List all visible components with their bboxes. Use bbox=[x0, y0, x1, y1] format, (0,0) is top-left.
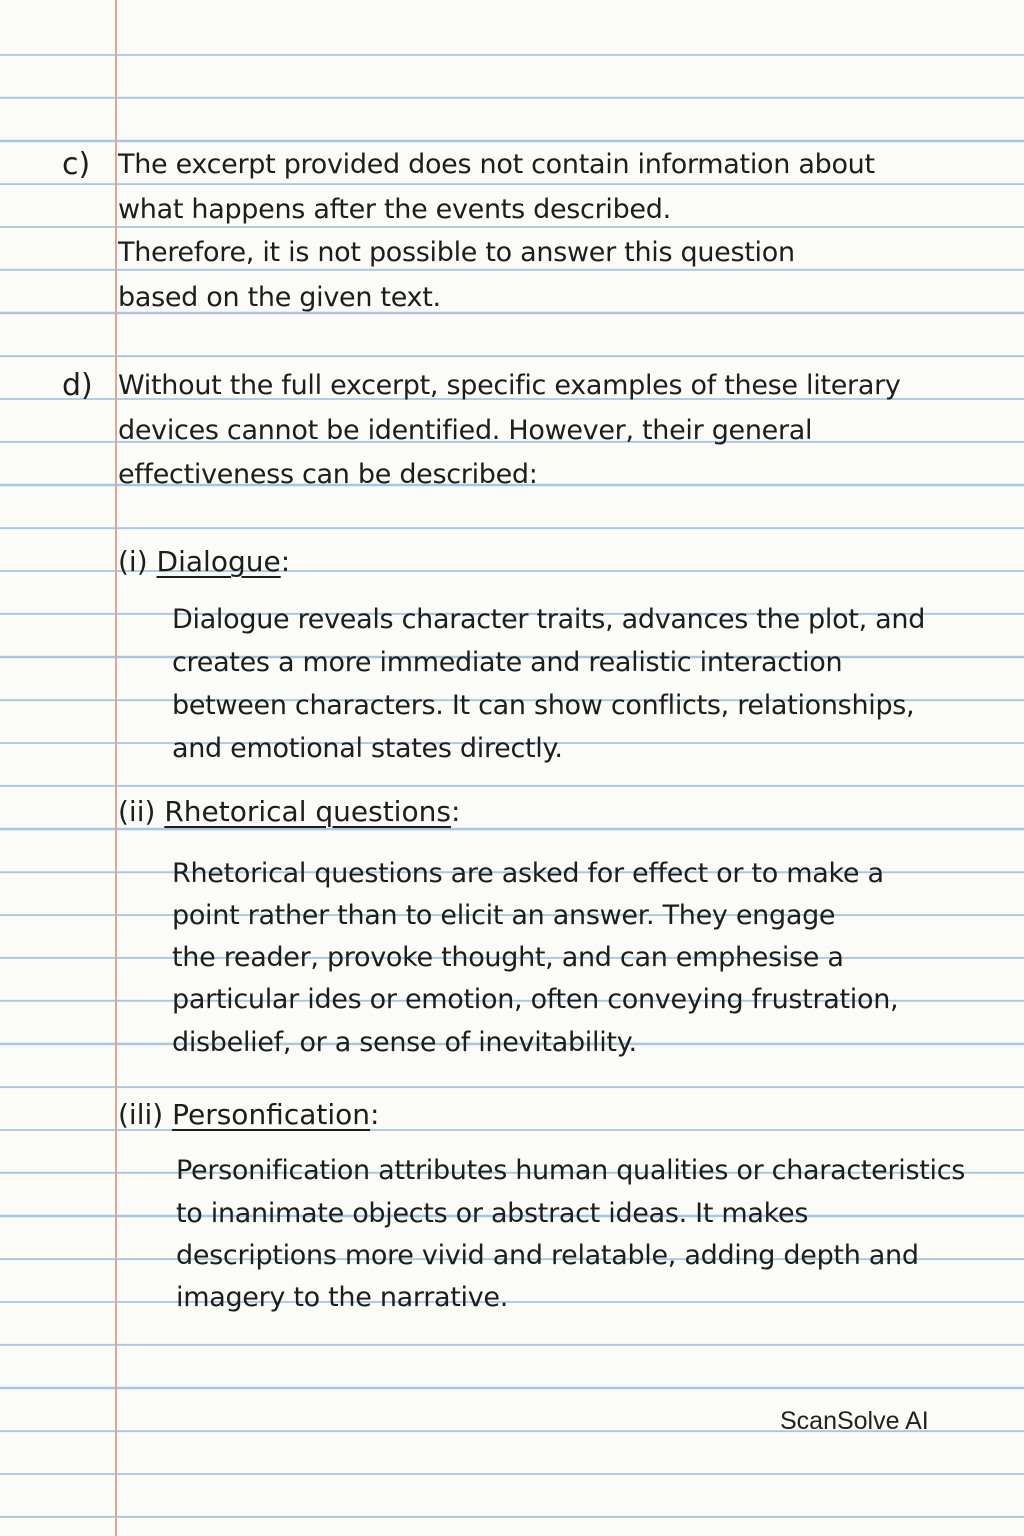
device-rhetorical-line-4: particular ides or emotion, often conveying frustration, bbox=[172, 984, 899, 1015]
device-dialogue-line-3: between characters. It can show conflicts, relationships, bbox=[172, 690, 915, 721]
device-personification-line-2: to inanimate objects or abstract ideas. It makes bbox=[176, 1198, 809, 1229]
device-dialogue-line-1: Dialogue reveals character traits, advances the plot, and bbox=[172, 604, 926, 635]
scansolve-watermark: ScanSolve AI bbox=[780, 1407, 929, 1435]
device-dialogue-line-4: and emotional states directly. bbox=[172, 733, 563, 764]
device-rhetorical-title: Rhetorical questions bbox=[164, 795, 451, 828]
notebook-margin-line bbox=[115, 0, 117, 1536]
device-rhetorical-line-1: Rhetorical questions are asked for effect or to make a bbox=[172, 858, 884, 889]
answer-d-label: d) bbox=[62, 368, 93, 403]
answer-c-line-4: based on the given text. bbox=[118, 282, 441, 313]
device-personification-line-3: descriptions more vivid and relatable, adding depth and bbox=[176, 1240, 919, 1271]
device-dialogue-line-2: creates a more immediate and realistic interaction bbox=[172, 647, 843, 678]
device-rhetorical-line-2: point rather than to elicit an answer. They engage bbox=[172, 900, 836, 931]
answer-c-line-3: Therefore, it is not possible to answer this question bbox=[118, 237, 795, 268]
device-personification-line-4: imagery to the narrative. bbox=[176, 1282, 509, 1313]
answer-c-line-2: what happens after the events described. bbox=[118, 194, 671, 225]
device-personification-line-1: Personification attributes human qualities or characteristics bbox=[176, 1155, 966, 1186]
answer-d-line-3: effectiveness can be described: bbox=[118, 459, 538, 490]
answer-d-line-2: devices cannot be identified. However, their general bbox=[118, 415, 813, 446]
device-dialogue-title: Dialogue bbox=[156, 545, 281, 578]
answer-d-line-1: Without the full excerpt, specific examples of these literary bbox=[118, 370, 901, 401]
answer-c-label: c) bbox=[62, 147, 91, 182]
answer-c-line-1: The excerpt provided does not contain information about bbox=[118, 149, 875, 180]
device-dialogue-number: (i) bbox=[118, 545, 148, 578]
device-personification-title: Personfication bbox=[172, 1098, 371, 1131]
device-rhetorical-number: (ii) bbox=[118, 795, 156, 828]
device-personification-number: (ili) bbox=[118, 1098, 164, 1131]
device-rhetorical-line-5: disbelief, or a sense of inevitability. bbox=[172, 1027, 637, 1058]
device-rhetorical-line-3: the reader, provoke thought, and can emphesise a bbox=[172, 942, 844, 973]
